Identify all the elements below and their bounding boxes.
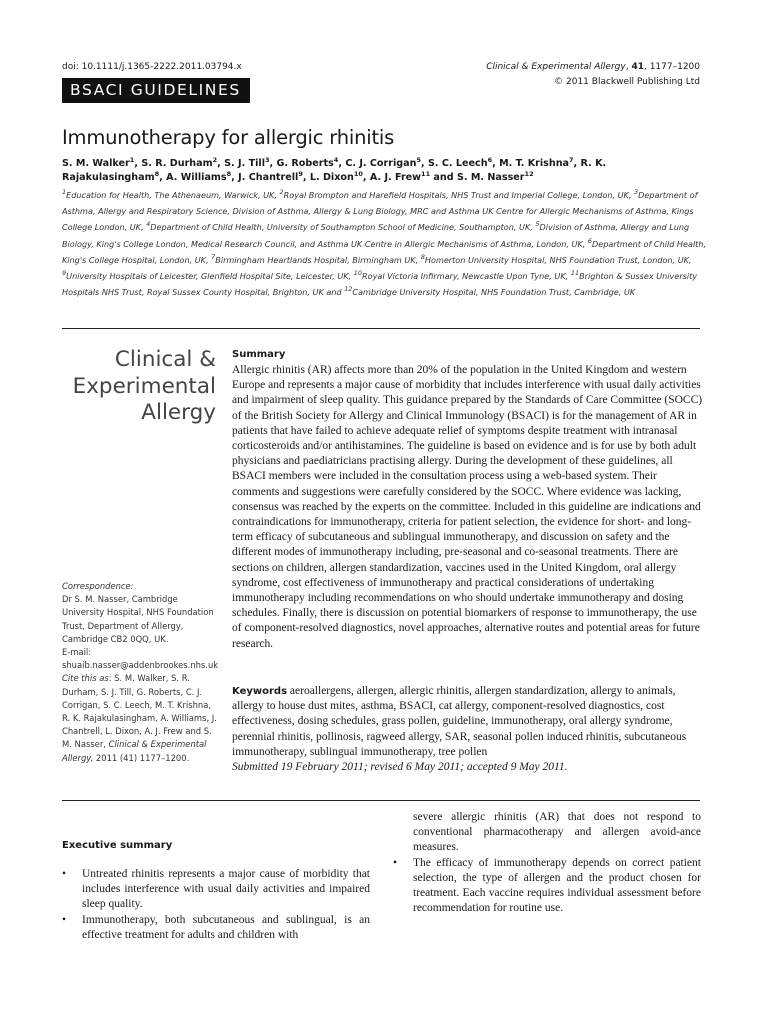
affiliation-text: Education for Health, The Athenaeum, Warwick, UK, — [66, 190, 280, 200]
summary-text: Allergic rhinitis (AR) affects more than 20% of the population in the United Kingdom and western Europe and represents a major cause of morbidity that includes interference with usual daily activities and impairment of sleep quality. This guidance prepared by the Standards of Care Committee (SOCC) of the British Society for Allergy and Clinical Immunology (BSACI) is for the management of AR in patients that have failed to achieve adequate relief of symptoms despite treatment with intranasal corticosteroids and/or antihistamines. The guideline is based on evidence and is for use by both adult physicians and paediatricians practising allergy. During the development of these guidelines, all BSACI members were included in the consultation process using a web-based system. Their comments and suggestions were carefully considered by the SOCC. Where evidence was lacking, consensus was reached by the experts on the committee. Included in this guideline are indications and contraindications for immunotherapy, criteria for patient selection, the evidence for short- and long-term efficacy of subcutaneous and sublingual immunotherapy, and discussion on safety and the different modes of immunotherapy including, pre-seasonal and co-seasonal treatments. There are sections on children, allergen standardization, vaccines used in the United Kingdom, oral allergy syndrome, cost effectiveness of immunotherapy and practical considerations of undertaking immunotherapy including recommendations on who should undertake immunotherapy and dosing schedules. Finally, there is discussion on potential biomarkers of response to immunotherapy, the use of component-resolved diagnostics, novel approaches, alternative routes and potential areas for future research. — [232, 364, 703, 650]
affiliation-number: 4 — [146, 220, 151, 229]
author-name: A. J. Frew — [369, 171, 422, 183]
author-name: A. Williams — [166, 171, 227, 183]
affiliation-text: Cambridge University Hospital, NHS Foundation Trust, Cambridge, UK — [352, 287, 636, 298]
logo-line: Experimental — [72, 373, 216, 399]
affiliation-text: Royal Victoria Infirmary, Newcastle Upon Tyne, UK, — [362, 271, 571, 282]
affiliation-number: 3 — [633, 188, 639, 196]
bullet-item — [62, 867, 370, 913]
bullet-item — [62, 913, 370, 943]
affiliation-text: Brighton & Sussex University Hospitals NHS Trust, Royal Sussex County Hospital, Brighton, UK and — [62, 271, 698, 298]
email-link[interactable]: shuaib.nasser@addenbrookes.nhs.uk — [62, 660, 219, 671]
author-name: G. Roberts — [276, 158, 334, 169]
cite-authors: : S. M. Walker, S. R. Durham, S. J. Till, G. Roberts, C. J. Corrigan, S. C. Leech, M. T. Krishna, R. K. Rajakulasingham, A. Williams, J. Chantrell, L. Dixon, A. J. Frew and S. M. Nasser, — [62, 673, 217, 750]
cite-label: Cite this as — [62, 673, 109, 684]
email-label: E-mail: — [62, 647, 92, 658]
bullet-icon: • — [62, 913, 67, 926]
affiliations — [62, 187, 708, 300]
author-affiliation-number: 8 — [154, 169, 160, 178]
author-affiliation-number: 8 — [226, 169, 232, 178]
logo-line: Clinical & — [114, 347, 216, 372]
cite-journal: Clinical & Experimental Allergy, — [62, 739, 207, 763]
journal-volume: 41 — [631, 62, 644, 72]
summary-heading: Summary — [232, 349, 286, 360]
correspondence-text: Dr S. M. Nasser, Cambridge University Hospital, NHS Foundation Trust, Department of Allergy, Cambridge CB2 0QQ, UK. — [62, 594, 214, 644]
affiliation-text: Homerton University Hospital, NHS Foundation Trust, London, UK, — [424, 254, 692, 265]
series-label: BSACI GUIDELINES — [62, 78, 250, 103]
affiliation-text: Department of Child Health, University of Southampton School of Medicine, Southampton, UK, — [150, 222, 536, 233]
journal-pages: , 1177–1200 — [643, 62, 700, 72]
correspondence-label: Correspondence: — [62, 581, 134, 591]
author-affiliation-number: 4 — [333, 156, 339, 164]
keywords-label: Keywords — [232, 686, 288, 697]
affiliation-number: 11 — [570, 269, 580, 278]
author-name: M. T. Krishna — [499, 158, 569, 169]
journal-citation: Clinical & Experimental Allergy, 41, 1177–1200 — [486, 62, 700, 72]
article-title: Immunotherapy for allergic rhinitis — [62, 126, 395, 149]
author-name: C. J. Corrigan — [345, 158, 417, 169]
author-affiliation-number: 1 — [129, 156, 135, 164]
copyright: © 2011 Blackwell Publishing Ltd — [554, 77, 700, 87]
divider — [62, 328, 700, 329]
affiliation-number: 7 — [211, 252, 216, 261]
affiliation-number: 6 — [587, 236, 592, 245]
submission-dates: Submitted 19 February 2011; revised 6 May 2011; accepted 9 May 2011. — [232, 761, 568, 774]
cite-ref: 2011 (41) 1177–1200. — [93, 752, 190, 763]
affiliation-number: 8 — [420, 252, 425, 261]
bullet-continuation: severe allergic rhinitis (AR) that does not respond to conventional pharmacotherapy and allergen avoid-ance measures. — [413, 811, 701, 854]
bullet-icon: • — [62, 868, 67, 880]
cite-block — [62, 672, 218, 764]
author-name: J. Chantrell — [238, 171, 299, 183]
author-affiliation-number: 10 — [353, 169, 363, 178]
affiliation-number: 2 — [279, 188, 284, 196]
affiliation-number: 10 — [353, 269, 362, 278]
author-name: S. J. Till — [224, 158, 265, 169]
affiliation-text: Department of Asthma, Allergy and Respiratory Science, Division of Asthma, Allergy & Lung Biology, MRC and Asthma UK Centre for Allergic Mechanisms of Asthma, Kings College London, UK, — [62, 190, 698, 233]
affiliation-number: 5 — [535, 220, 540, 229]
executive-summary-heading: Executive summary — [62, 840, 173, 851]
affiliation-number: 12 — [344, 285, 353, 294]
author-list: S. M. Walker$^1$, S. R. Durham$^2$, S. J. Till$^3$, G. Roberts$^4$, C. J. Corrigan$^5$, S. C. Leech$^6$, M. T. Krishna$^7$, R. K. Rajakulasingham$^8$, A. Williams$^8$, J. Chantrell$^9$, L. Dixon$^{10}$, A. J. Frew$^{11}$ and S. M. Nasser$^{12}$ — [62, 156, 607, 183]
affiliation-number: 9 — [62, 269, 67, 278]
affiliation-text: Royal Brompton and Harefield Hospitals, NHS Trust and Imperial College, London, UK, — [283, 190, 634, 200]
bullet-text: Immunotherapy, both subcutaneous and sublingual, is an effective treatment for adults and children with — [82, 913, 370, 941]
author-name: L. Dixon — [309, 171, 354, 183]
bullet-text: Untreated rhinitis represents a major cause of morbidity that includes interference with usual daily activities and impaired sleep quality. — [82, 868, 370, 911]
journal-name: Clinical & Experimental Allergy — [486, 62, 626, 72]
keywords-block — [232, 684, 704, 775]
author-affiliation-number: 12 — [524, 169, 534, 178]
affiliation-text: University Hospitals of Leicester, Glenfield Hospital Site, Leicester, UK, — [66, 271, 354, 282]
author-affiliation-number: 2 — [212, 156, 218, 164]
logo-line: Allergy — [141, 400, 216, 425]
correspondence — [62, 580, 218, 765]
affiliation-text: Birmingham Heartlands Hospital, Birmingham UK, — [215, 254, 421, 265]
executive-summary-col1 — [62, 867, 370, 943]
bullet-text: The efficacy of immunotherapy depends on correct patient selection, the type of allergen and the product chosen for treatment. Each vaccine requires individual assessment before recommendation for routine use. — [413, 856, 701, 915]
affiliation-text: Division of Asthma, Allergy and Lung Biology, King's College London, Medical Research Council, and Asthma UK Centre in Allergic Mechanisms of Asthma, London, UK, — [62, 222, 690, 249]
keywords-text: aeroallergens, allergen, allergic rhinitis, allergen standardization, allergy to animals, allergy to house dust mites, asthma, BSACI, cat allergy, component-resolved diagnostics, cost effectiveness, dosing schedules, grass pollen, guideline, immunotherapy, oral allergy syndrome, perennial rhinitis, pollinosis, ragweed allergy, SAR, seasonal pollen induced rhinitis, subcutaneous immunotherapy, sublingual immunotherapy, tree pollen — [232, 685, 687, 758]
author-name: S. M. Walker — [62, 158, 130, 169]
bullet-item — [393, 856, 701, 917]
affiliation-number: 1 — [62, 188, 67, 196]
author-affiliation-number: 11 — [421, 169, 431, 178]
author-name: S. M. Nasser — [456, 171, 525, 183]
journal-logo — [62, 347, 216, 427]
executive-summary-col2 — [393, 810, 701, 916]
affiliation-text: Department of Child Health, King's College Hospital, London, UK, — [62, 238, 707, 265]
author-affiliation-number: 7 — [569, 156, 574, 164]
bullet-list — [393, 856, 701, 917]
author-name: R. K. Rajakulasingham — [62, 158, 607, 183]
doi: doi: 10.1111/j.1365-2222.2011.03794.x — [62, 62, 242, 72]
bullet-icon: • — [393, 856, 398, 869]
divider — [62, 800, 700, 801]
author-affiliation-number: 6 — [487, 156, 493, 164]
bullet-list — [62, 867, 370, 943]
author-affiliation-number: 9 — [298, 169, 303, 178]
author-affiliation-number: 3 — [265, 156, 270, 164]
author-name: S. C. Leech — [427, 158, 488, 169]
author-affiliation-number: 5 — [416, 156, 421, 164]
author-name: S. R. Durham — [141, 158, 213, 169]
